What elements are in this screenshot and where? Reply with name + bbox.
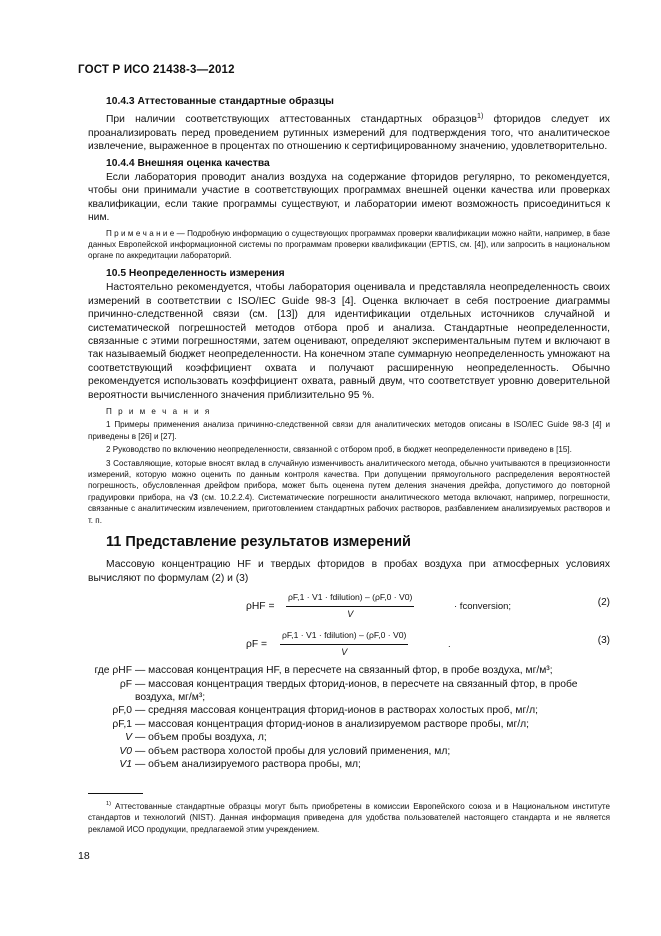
section-heading-11: 11 Представление результатов измерений: [106, 534, 411, 550]
definition-text: — массовая концентрация HF, в пересчете на связанный фтор, в пробе воздуха, мг/м³;: [135, 665, 553, 677]
paragraph-text: При наличии соответствующих аттестованных стандартных образцов: [106, 114, 477, 126]
definition-row: [78, 731, 610, 744]
formula-3-fraction: [280, 629, 408, 659]
formula-2-number: (2): [597, 597, 610, 609]
definition-symbol: ρF: [119, 678, 132, 690]
note-3: [88, 458, 610, 526]
page-number: 18: [78, 850, 90, 862]
sqrt-three: √3: [188, 492, 198, 502]
footnote: [88, 799, 610, 835]
definition-text: — объем пробы воздуха, л;: [135, 732, 267, 744]
note-3-text: 3 Составляющие, которые вносят вклад в случайную изменчивость аналитического метода, обычно учитываются в прецизионности измерений, которую можно оценить по данным контроля качества. При допущении прямоугольного распределения вероятностей погрешность, обусловленная дрейфом прибора, может быть оценена путем деления значения дрейфа, допустимого до повторной градуировки прибора, на: [88, 458, 610, 502]
definitions-list: [78, 664, 610, 771]
definition-text: — массовая концентрация фторид-ионов в анализируемом растворе пробы, мг/л;: [135, 718, 529, 730]
paragraph-10-4-4: Если лаборатория проводит анализ воздуха на содержание фторидов регулярно, то рекомендуется, чтобы они принимали участие в соответствующих программах внешней оценки качества или проверках квалификации, если такие программы существуют, и лаборатории имеют возможность присоединиться к ним.: [88, 172, 610, 224]
definition-symbol: V1: [119, 759, 132, 771]
formula-3: [88, 626, 610, 664]
footnote-text: Аттестованные стандартные образцы могут быть приобретены в комиссии Европейского союза и в Национальном институте стандартов и технологий (NIST). Данная информация приведена для удобства пользователей настоящего стандарта и не является рекламой ИСО продукции, предлагаемой этим учреждением.: [88, 802, 610, 834]
note-10-4-4: [88, 228, 610, 262]
definition-text: — объем раствора холостой пробы для условий применения, мл;: [135, 745, 451, 757]
definition-symbol: [78, 664, 132, 677]
definition-symbol: ρF,1: [112, 718, 132, 730]
definition-text: — объем анализируемого раствора пробы, мл;: [135, 759, 361, 771]
formula-2: [88, 588, 610, 626]
formula-3-number: (3): [597, 635, 610, 647]
where-word: где: [94, 665, 110, 677]
section-heading-10-5: 10.5 Неопределенность измерения: [106, 267, 285, 279]
definition-row: [78, 704, 610, 717]
section-heading-10-4-3: 10.4.3 Аттестованные стандартные образцы: [106, 96, 334, 107]
formula-3-denominator: V: [341, 646, 348, 657]
formula-2-lhs: ρHF =: [246, 601, 275, 613]
footnote-divider: [88, 793, 143, 794]
formula-3-numerator: ρF,1 · V1 · fdilution) – (ρF,0 · V0): [280, 629, 408, 644]
footnote-ref[interactable]: 1): [476, 111, 484, 121]
note-text: — Подробную информацию о существующих программах проверки квалификации можно найти, например, в базе данных Европейской информационной системы по программам проверки квалификации (EPTIS, см. [4]), или запросить в национальном органе по аккредитации лабораторий.: [88, 228, 610, 261]
standard-header: ГОСТ Р ИСО 21438-3—2012: [78, 64, 235, 76]
formula-3-tail: .: [448, 639, 451, 651]
symbol-text: ρHF: [112, 665, 132, 677]
paragraph-10-4-3: [88, 109, 610, 153]
formula-2-tail: · fconversion;: [454, 601, 512, 613]
paragraph-10-5: Настоятельно рекомендуется, чтобы лаборатория оценивала и представляла неопределенность своих измерений в соответствии с ISO/IEC Guide 98-3 [4]. Оценка включает в себя построение диаграммы причинно-следственной связи (см. [13]) для идентификации отдельных источников случайной и систематической погрешностей методов отбора проб и анализа. Стандартные неопределенности, связанные с этими погрешностями, затем оценивают, определяют экспериментальным путем и включают в так называемый бюджет неопределенности. На конечном этапе суммарную неопределенность умножают на соответствующий коэффициент охвата и получают расширенную неопределенность. Обычно рекомендуется использовать коэффициент охвата, равный двум, что соответствует уровню доверительной вероятности вычисленного значения приблизительно 95 %.: [88, 282, 610, 401]
main-content: [88, 95, 610, 771]
definition-text: — средняя массовая концентрация фторид-ионов в растворах холостых проб, мг/л;: [135, 705, 538, 717]
note-1: 1 Примеры применения анализа причинно-следственной связи для аналитических методов описаны в ISO/IEC Guide 98-3 [4] и приведены в [26] и [27].: [88, 420, 610, 441]
formula-3-lhs: ρF =: [246, 639, 268, 651]
paragraph-11: Массовую концентрацию HF и твердых фторидов в пробах воздуха при атмосферных условиях вычисляют по формулам (2) и (3): [88, 559, 610, 584]
definition-row: [78, 758, 610, 771]
definition-symbol: ρF,0: [112, 705, 132, 717]
paragraph-text: фторидов следует их проанализировать перед проведением рутинных измерений для подтверждения того, что аналитическое извлечение, выраженное в процентах по отношению к сертифицированному значению, удовлетворительно.: [88, 114, 610, 153]
definition-text: — массовая концентрация твердых фторид-ионов, в пересчете на связанный фтор, в пробе воздуха, мг/м³;: [135, 678, 578, 704]
definition-row: [78, 718, 610, 731]
definition-row: [78, 678, 610, 705]
definition-symbol: V: [125, 732, 132, 744]
footnote-mark: 1): [106, 801, 112, 807]
definition-symbol: V0: [119, 745, 132, 757]
section-heading-10-4-4: 10.4.4 Внешняя оценка качества: [106, 157, 270, 169]
definition-row: [78, 664, 610, 677]
notes-title: П р и м е ч а н и я: [106, 406, 212, 416]
formula-2-fraction: [286, 591, 414, 621]
note-2: 2 Руководство по включению неопределенности, связанной с отбором проб, в бюджет неопределенности приведено в [15].: [106, 445, 572, 455]
definition-row: [78, 745, 610, 758]
note-3-text-end: (см. 10.2.2.4). Систематические погрешности аналитического метода включают, например, погрешности, связанные с аналитическим извлечением, приготовлением стандартных рабочих растворов, разбавлением анализируемых растворов и т. п.: [88, 492, 610, 525]
formula-2-numerator: ρF,1 · V1 · fdilution) – (ρF,0 · V0): [286, 591, 414, 606]
note-label: П р и м е ч а н и е: [106, 228, 175, 238]
formula-2-denominator: V: [347, 608, 354, 619]
